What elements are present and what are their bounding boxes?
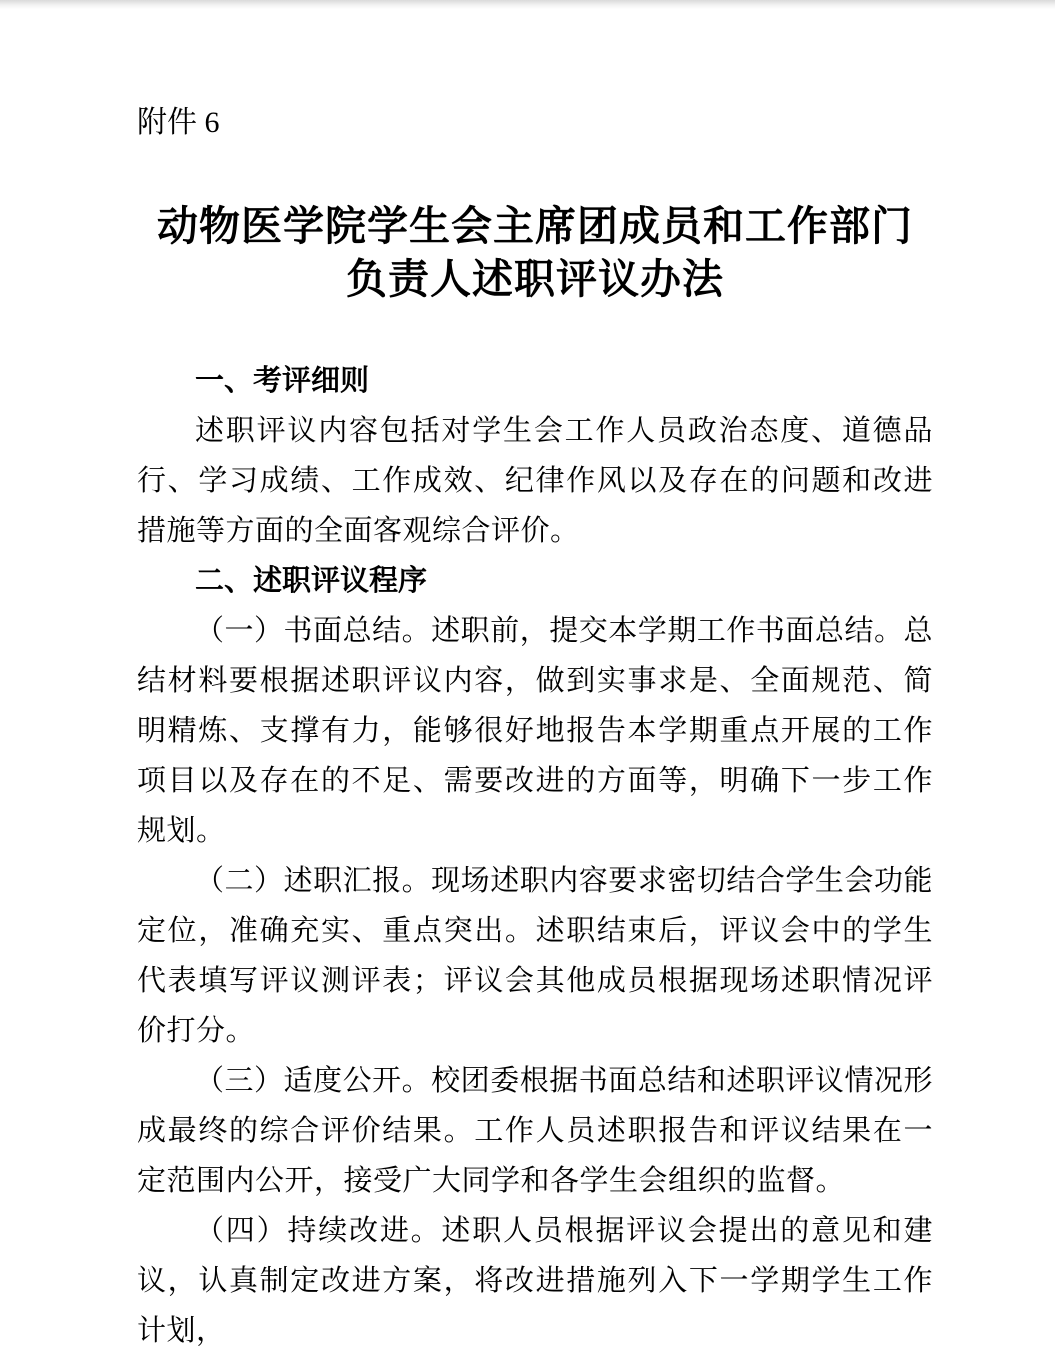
document-title-line-1: 动物医学院学生会主席团成员和工作部门 (157, 203, 913, 249)
section-1-paragraph-1: 述职评议内容包括对学生会工作人员政治态度、道德品行、学习成绩、工作成效、纪律作风以及存在的问题和改进措施等方面的全面客观综合评价。 (137, 415, 933, 547)
section-2-paragraph-4: （四）持续改进。述职人员根据评议会提出的意见和建议，认真制定改进方案，将改进措施列入下一学期学生工作计划， (137, 1215, 933, 1347)
section-2-paragraph-3: （三）适度公开。校团委根据书面总结和述职评议情况形成最终的综合评价结果。工作人员述职报告和评议结果在一定范围内公开，接受广大同学和各学生会组织的监督。 (137, 1065, 933, 1197)
document-body (137, 356, 933, 1356)
page-top-shadow (0, 0, 1055, 9)
attachment-label: 附件 6 (137, 106, 220, 139)
section-2-paragraph-1: （一）书面总结。述职前，提交本学期工作书面总结。总结材料要根据述职评议内容，做到实事求是、全面规范、简明精炼、支撑有力，能够很好地报告本学期重点开展的工作项目以及存在的不足、需要改进的方面等，明确下一步工作规划。 (137, 615, 933, 847)
section-2-heading: 二、述职评议程序 (195, 565, 428, 597)
document-title-line-2: 负责人述职评议办法 (346, 256, 724, 302)
document-title (137, 200, 933, 306)
section-1-heading: 一、考评细则 (195, 365, 370, 397)
section-2-paragraph-2: （二）述职汇报。现场述职内容要求密切结合学生会功能定位，准确充实、重点突出。述职结束后，评议会中的学生代表填写评议测评表；评议会其他成员根据现场述职情况评价打分。 (137, 865, 933, 1047)
